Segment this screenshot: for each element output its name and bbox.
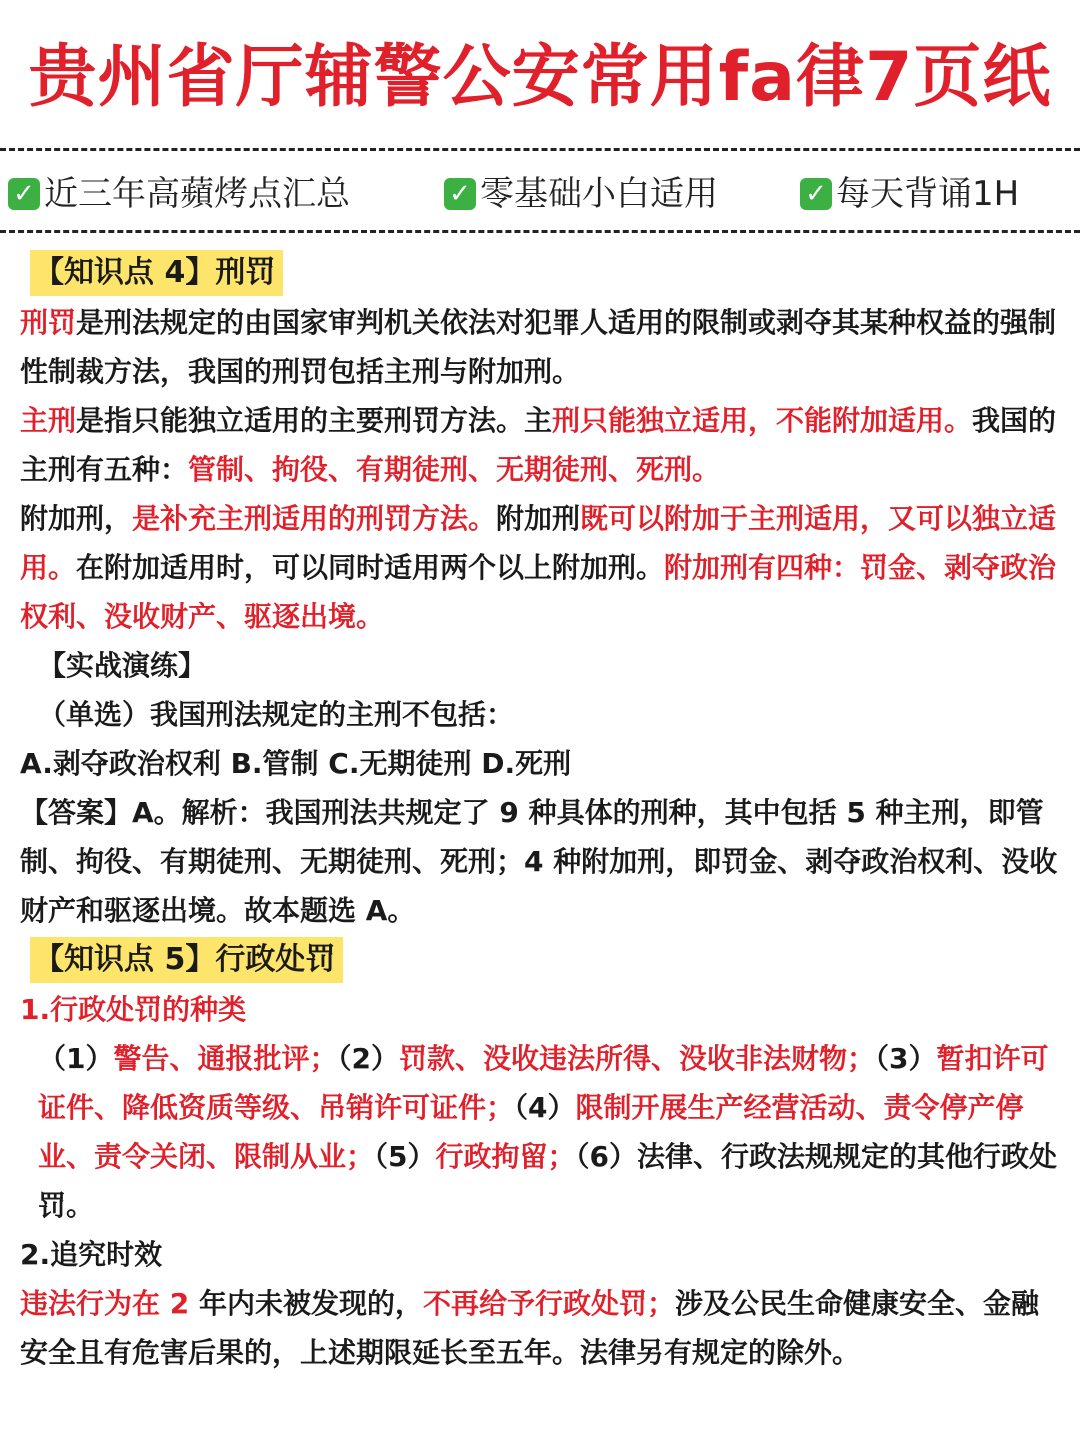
question: （单选）我国刑法规定的主刑不包括： xyxy=(38,698,515,731)
feature-label: 每天背诵1H xyxy=(836,174,1020,214)
emphasis: 不再给予行政处罚； xyxy=(423,1287,676,1320)
term: 主刑 xyxy=(20,404,77,437)
text: 在附加适用时，可以同时适用两个以上附加刑。 xyxy=(76,551,665,584)
check-icon: ✓ xyxy=(444,178,476,210)
emphasis: 附加刑有四种：罚金、剥夺政治权利、没收财产、驱逐出境。 xyxy=(20,551,1057,633)
answer: 【答案】A。解析：我国刑法共规定了 9 种具体的刑种，其中包括 5 种主刑，即管制、拘役、有期徒刑、无期徒刑、死刑；4 种附加刑，即罚金、剥夺政治权利、没收财产和驱逐出境。故本题选 A。 xyxy=(20,796,1058,927)
emphasis: 违法行为在 2 xyxy=(20,1287,199,1320)
emphasis: 暂扣许可证件、降低资质等级、吊销许可证件； xyxy=(38,1042,1049,1124)
paragraph-limitation xyxy=(20,1279,1060,1377)
text: 是指只能独立适用的主要刑罚方法。主 xyxy=(76,404,553,437)
paragraph-principal-penalty xyxy=(20,396,1060,494)
section-heading-kp4: 【知识点 4】刑罚 xyxy=(30,250,283,296)
paragraph-supplementary-penalty xyxy=(20,494,1060,641)
text: 是刑法规定的由国家审判机关依法对犯罪人适用的限制或剥夺其某种权益的强制性制裁方法，我国的刑罚包括主刑与附加刑。 xyxy=(20,306,1057,388)
page-title: 贵州省厅辅警公安常用fa律7页纸 xyxy=(28,38,1052,117)
emphasis: 是补充主刑适用的刑罚方法。 xyxy=(132,502,497,535)
text: 我国的主刑有五种： xyxy=(20,404,1057,486)
text: （5） xyxy=(374,1140,436,1173)
emphasis: 罚款、没收违法所得、没收非法财物； xyxy=(398,1042,875,1075)
emphasis: 既可以附加于主刑适用，又可以独立适用。 xyxy=(20,502,1057,584)
feature-item xyxy=(444,166,718,222)
term: 刑罚 xyxy=(20,306,77,339)
paragraph-penalty-definition xyxy=(20,298,1060,396)
feature-label: 零基础小白适用 xyxy=(480,174,718,214)
emphasis: 行政拘留； xyxy=(435,1140,576,1173)
text: 附加刑 xyxy=(496,502,581,535)
question-options: A.剥夺政治权利 B.管制 C.无期徒刑 D.死刑 xyxy=(20,747,572,780)
feature-bar xyxy=(0,166,1080,222)
term: 附加刑， xyxy=(20,502,133,535)
feature-item xyxy=(8,166,350,222)
emphasis: 刑只能独立适用，不能附加适用。 xyxy=(552,404,973,437)
section-heading-kp5: 【知识点 5】行政处罚 xyxy=(30,937,343,983)
document-body xyxy=(20,248,1060,1377)
top-divider xyxy=(0,148,1080,151)
text: （1） xyxy=(38,1042,114,1075)
check-icon: ✓ xyxy=(8,178,40,210)
text: 涉及公民生命健康安全、金融安全且有危害后果的，上述期限延长至五年。法律另有规定的除外。 xyxy=(20,1287,1040,1369)
text: （6）法律、行政法规规定的其他行政处罚。 xyxy=(38,1140,1058,1222)
text: 年内未被发现的， xyxy=(198,1287,423,1320)
check-icon: ✓ xyxy=(800,178,832,210)
emphasis: 限制开展生产经营活动、责令停产停业、责令关闭、限制从业； xyxy=(38,1091,1024,1173)
practice-label: 【实战演练】 xyxy=(38,649,207,682)
subheading-types: 1.行政处罚的种类 xyxy=(20,993,247,1026)
text: （3） xyxy=(875,1042,937,1075)
bottom-divider xyxy=(0,230,1080,233)
paragraph-types xyxy=(20,1034,1060,1230)
text: （2） xyxy=(337,1042,399,1075)
text: （4） xyxy=(514,1091,576,1124)
emphasis: 警告、通报批评； xyxy=(113,1042,338,1075)
feature-label: 近三年高蘋烤点汇总 xyxy=(44,174,350,214)
subheading-limitation: 2.追究时效 xyxy=(20,1238,163,1271)
emphasis: 管制、拘役、有期徒刑、无期徒刑、死刑。 xyxy=(188,453,721,486)
feature-item xyxy=(800,166,1019,222)
